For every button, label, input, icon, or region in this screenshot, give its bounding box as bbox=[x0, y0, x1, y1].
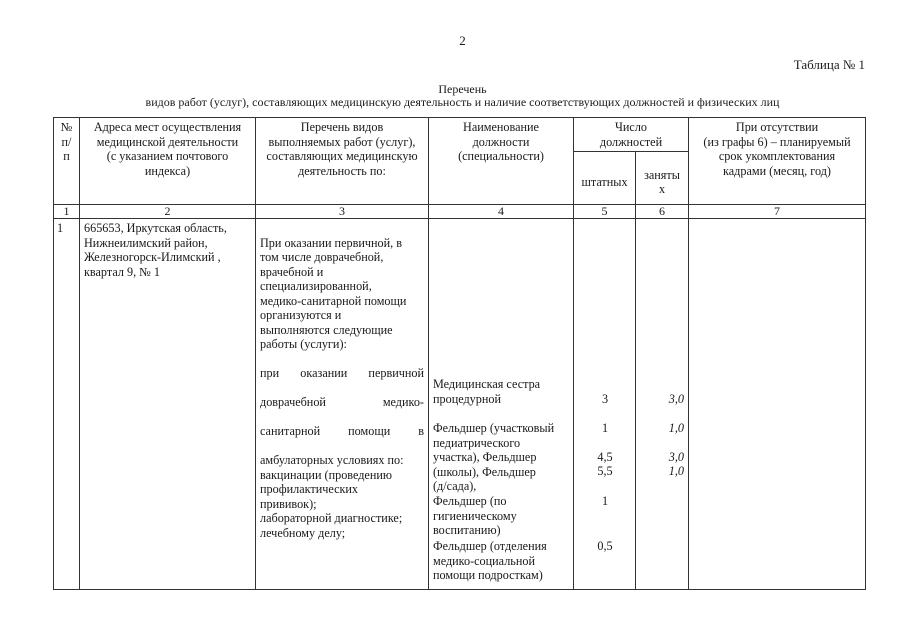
occupied-value-3: 3,0 bbox=[668, 450, 685, 464]
works-list bbox=[256, 219, 428, 557]
column-number-4: 4 bbox=[429, 205, 574, 219]
header-staff: штатных bbox=[574, 152, 636, 205]
works-text-justified-1: при оказании первичной bbox=[260, 366, 424, 380]
staff-value-1: 3 bbox=[601, 392, 609, 406]
position-nurse: Медицинская сестра процедурной bbox=[433, 377, 541, 406]
column-number-1: 1 bbox=[54, 205, 80, 219]
works-text-justified-2: доврачебной медико- bbox=[260, 395, 424, 409]
occupied-value-4: 1,0 bbox=[668, 464, 685, 478]
positions-cell bbox=[429, 219, 574, 590]
column-number-5: 5 bbox=[574, 205, 636, 219]
header-planned-term: При отсутствии (из графы 6) – планируемый срок укомплектования кадрами (месяц, год) bbox=[689, 118, 866, 205]
row-number: 1 bbox=[54, 219, 80, 590]
occupied-value-1: 3,0 bbox=[668, 392, 685, 406]
staff-value-2: 1 bbox=[601, 421, 609, 435]
header-occupied: заняты х bbox=[636, 152, 689, 205]
column-number-2: 2 bbox=[80, 205, 256, 219]
document-subtitle: видов работ (услуг), составляющих медицинскую деятельность и наличие соответствующих должностей и физических лиц bbox=[145, 95, 780, 109]
address-cell bbox=[80, 219, 256, 590]
staff-cell bbox=[574, 219, 636, 590]
services-table bbox=[53, 117, 866, 590]
works-text-intro: При оказании первичной, в том числе доврачебной, врачебной и специализированной, медико-санитарной помощи организуются и выполняются следующие работы (услуги): bbox=[260, 235, 407, 351]
header-positions-count: Число должностей bbox=[574, 118, 689, 152]
works-text-justified-3: санитарной помощи в bbox=[260, 424, 424, 438]
table-row bbox=[54, 219, 866, 590]
staff-value-5: 1 bbox=[601, 494, 609, 508]
page-number: 2 bbox=[459, 33, 466, 48]
position-paramedic-hygiene: Фельдшер (по гигиеническому воспитанию) bbox=[433, 494, 517, 537]
document-title: Перечень bbox=[438, 82, 487, 96]
occupied-cell bbox=[636, 219, 689, 590]
works-cell bbox=[256, 219, 429, 590]
column-number-3: 3 bbox=[256, 205, 429, 219]
position-paramedic-pediatric: Фельдшер (участковый педиатрического участка), Фельдшер (школы), Фельдшер (д/сада), bbox=[433, 421, 555, 493]
occupied-value-2: 1,0 bbox=[668, 421, 685, 435]
staff-value-4: 5,5 bbox=[597, 464, 613, 478]
header-position: Наименование должности (специальности) bbox=[429, 118, 574, 205]
header-address: Адреса мест осуществления медицинской деятельности (с указанием почтового индекса) bbox=[80, 118, 256, 205]
works-text-services: амбулаторных условиях по: вакцинации (проведению профилактических прививок); лабораторной диагностике; лечебному делу; bbox=[260, 453, 404, 540]
column-number-6: 6 bbox=[636, 205, 689, 219]
planned-term-cell bbox=[689, 219, 866, 590]
header-number: № п/ п bbox=[54, 118, 80, 205]
column-number-7: 7 bbox=[689, 205, 866, 219]
header-works: Перечень видов выполняемых работ (услуг), составляющих медицинскую деятельность по: bbox=[256, 118, 429, 205]
table-label: Таблица № 1 bbox=[793, 57, 865, 72]
position-paramedic-adolescent: Фельдшер (отделения медико-социальной помощи подросткам) bbox=[433, 539, 547, 582]
staff-value-3: 4,5 bbox=[597, 450, 613, 464]
address-text: 665653, Иркутская область, Нижнеилимский район, Железногорск-Илимский , квартал 9, № 1 bbox=[84, 221, 227, 279]
staff-value-6: 0,5 bbox=[597, 539, 613, 553]
